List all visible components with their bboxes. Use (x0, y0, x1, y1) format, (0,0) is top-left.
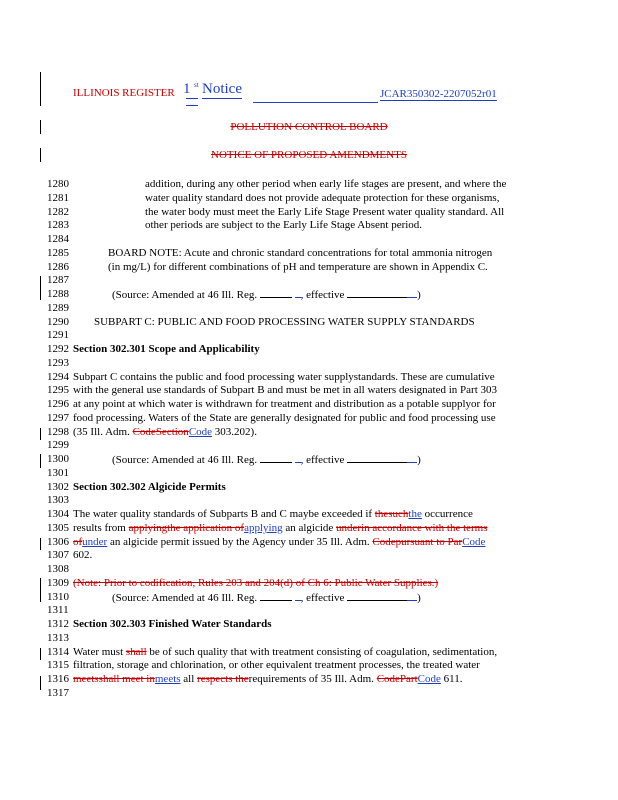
document-line (0, 686, 618, 700)
document-line (0, 342, 618, 356)
line-number: 1298 (47, 425, 69, 438)
document-line (0, 218, 618, 232)
inserted-text: applying (244, 521, 283, 534)
line-number: 1301 (47, 466, 69, 479)
line-text (112, 287, 421, 302)
document-line (0, 480, 618, 494)
line-text (73, 617, 272, 631)
line-text (145, 218, 422, 232)
text-run: requirements of 35 Ill. Adm. (248, 673, 377, 685)
document-line (0, 590, 618, 604)
text-run: be of such quality that with treatment consisting of coagulation, sedimentation, (146, 645, 498, 658)
document-line (0, 232, 618, 246)
inserted-blank (407, 590, 417, 601)
notice-label: Notice (202, 81, 242, 97)
document-line (0, 177, 618, 191)
deleted-text: applyingthe application of (128, 521, 245, 534)
line-text (145, 177, 506, 191)
deleted-text: of (73, 535, 83, 548)
section-heading: Section 302.302 Algicide Permits (73, 480, 226, 493)
line-number: 1312 (47, 618, 69, 630)
deleted-text: thesuch (374, 508, 409, 520)
deleted-text: CodeSection (132, 425, 189, 438)
document-line (0, 205, 618, 219)
text-run: Water must (73, 645, 126, 658)
text-run: with the general use standards of Subpart B and must be met in all waters designated in Part 303 (73, 384, 498, 397)
fill-in-blank (260, 287, 292, 298)
document-line (0, 191, 618, 205)
text-run: the water body must meet the Early Life Stage Present water quality standard. All (145, 205, 505, 218)
text-run: (Source: Amended at 46 Ill. Reg. (112, 289, 260, 301)
line-number: 1316 (47, 673, 69, 685)
number-underline (186, 98, 198, 106)
line-text (73, 383, 497, 397)
document-line (0, 645, 618, 659)
line-number: 1286 (47, 260, 69, 273)
fill-in-blank (347, 590, 407, 601)
line-number: 1314 (47, 645, 69, 658)
document-line (0, 438, 618, 452)
inserted-text: Code (462, 535, 486, 548)
line-text (112, 452, 421, 467)
deleted-text: shall (125, 645, 147, 658)
jcar-code: JCAR350302-2207052r01 (380, 88, 497, 100)
line-text (73, 548, 92, 562)
document-line (0, 452, 618, 466)
line-text (73, 397, 496, 411)
line-number: 1309 (47, 576, 69, 589)
text-run: (in mg/L) for different combinations of pH and temperature are shown in Appendix C. (108, 260, 488, 273)
line-text (73, 425, 257, 439)
line-text (73, 411, 496, 425)
document-line (0, 370, 618, 384)
text-run: food processing. Waters of the State are generally designated for public and food processing use (73, 411, 496, 424)
line-number: 1294 (47, 370, 69, 383)
fill-in-blank (260, 452, 292, 463)
deleted-text: meetsshall meet in (73, 673, 155, 685)
line-text (112, 590, 421, 605)
text-run: 611. (440, 673, 463, 685)
line-number: 1293 (47, 356, 69, 369)
document-line (0, 466, 618, 480)
text-run: at any point at which water is withdrawn for treatment and distribution as a potable supplyor for (73, 398, 496, 410)
document-line (0, 356, 618, 370)
change-bar-header (40, 72, 41, 106)
text-run: occurrence (421, 508, 473, 520)
line-text (73, 535, 485, 549)
text-run: (35 Ill. Adm. (73, 425, 133, 438)
line-number: 1285 (47, 246, 69, 259)
line-text (145, 205, 504, 219)
line-text (73, 658, 480, 672)
line-number: 1289 (47, 301, 69, 314)
document-line (0, 562, 618, 576)
line-text (145, 191, 499, 205)
document-line (0, 617, 618, 631)
line-text (108, 260, 488, 274)
notice-title (0, 149, 618, 161)
inserted-text: Code (188, 425, 213, 438)
deleted-text: Codepursuant to Par (372, 535, 463, 548)
document-line (0, 521, 618, 535)
line-number: 1290 (47, 315, 69, 328)
inserted-text: under (82, 535, 108, 548)
document-line (0, 576, 618, 590)
line-number: 1317 (47, 686, 69, 699)
document-line (0, 493, 618, 507)
text-run: 303.202). (212, 425, 257, 438)
text-run: Subpart C contains the public and food processing water supplystandards. These are cumulative (73, 370, 495, 383)
document-line (0, 260, 618, 274)
document-line (0, 287, 618, 301)
line-number: 1310 (47, 590, 69, 603)
document-line (0, 658, 618, 672)
header-rule (253, 102, 378, 103)
register-number: 1 (183, 81, 191, 97)
text-run: BOARD NOTE: Acute and chronic standard concentrations for total ammonia nitrogen (108, 246, 493, 259)
text-run: (Source: Amended at 46 Ill. Reg. (112, 591, 260, 604)
line-number: 1280 (47, 178, 69, 190)
text-run: , effective (300, 289, 348, 301)
document-line (0, 672, 618, 686)
document-line (0, 603, 618, 617)
line-number: 1308 (47, 563, 69, 575)
document-line (0, 273, 618, 287)
line-text (73, 645, 497, 659)
section-heading: Section 302.301 Scope and Applicability (73, 343, 260, 355)
line-number: 1305 (47, 521, 69, 534)
line-number: 1283 (47, 219, 69, 232)
fill-in-blank (347, 452, 407, 463)
inserted-text: the (408, 508, 422, 520)
register-label: ILLINOIS REGISTER (73, 87, 175, 99)
line-number: 1313 (47, 631, 69, 644)
line-number: 1287 (47, 274, 69, 287)
text-run: , effective (300, 454, 348, 466)
text-run: ) (417, 591, 421, 604)
line-number: 1297 (47, 411, 69, 424)
register-number-suffix: st (194, 81, 199, 89)
line-text (73, 342, 260, 356)
document-line (0, 328, 618, 342)
text-run: 602. (73, 549, 93, 562)
text-run: SUBPART C: PUBLIC AND FOOD PROCESSING WATER SUPPLY STANDARDS (94, 315, 475, 328)
line-number: 1302 (47, 480, 69, 493)
line-number: 1303 (47, 494, 69, 507)
document-line (0, 631, 618, 645)
line-number: 1300 (47, 453, 69, 465)
text-run: ) (417, 289, 421, 301)
text-run: results from (73, 521, 129, 534)
line-number: 1299 (47, 439, 69, 452)
document-line (0, 246, 618, 260)
board-title-text: POLLUTION CONTROL BOARD (230, 121, 388, 133)
fill-in-blank (260, 590, 292, 601)
deleted-text: underin accordance with the terms (336, 521, 488, 534)
text-run: filtration, storage and chlorination, or other equivalent treatment processes, the treated water (73, 659, 480, 672)
line-number: 1282 (47, 205, 69, 218)
line-number: 1311 (47, 604, 69, 617)
text-run: ) (417, 454, 421, 466)
fill-in-blank (347, 287, 407, 298)
line-number: 1292 (47, 343, 69, 355)
line-number: 1307 (47, 549, 69, 562)
line-text (73, 507, 473, 521)
line-number: 1304 (47, 508, 69, 520)
line-number: 1306 (47, 535, 69, 548)
line-number: 1295 (47, 384, 69, 397)
line-text (73, 576, 438, 590)
text-run: , effective (300, 591, 348, 604)
document-line (0, 315, 618, 329)
text-run: an algicide permit issued by the Agency under 35 Ill. Adm. (107, 535, 373, 548)
document-line (0, 507, 618, 521)
document-line (0, 383, 618, 397)
line-number: 1281 (47, 191, 69, 204)
line-number: 1291 (47, 329, 69, 342)
notice-title-text: NOTICE OF PROPOSED AMENDMENTS (211, 149, 407, 161)
document-line (0, 425, 618, 439)
text-run: other periods are subject to the Early Life Stage Absent period. (145, 219, 423, 232)
line-number: 1315 (47, 659, 69, 672)
register-header (73, 80, 563, 108)
inserted-text: meets (154, 673, 181, 685)
line-number: 1284 (47, 233, 69, 245)
text-run: The water quality standards of Subparts B and C maybe exceeded if (73, 508, 375, 520)
document-line (0, 548, 618, 562)
text-run: all (180, 673, 198, 685)
section-heading: Section 302.303 Finished Water Standards (73, 618, 272, 630)
text-run: (Source: Amended at 46 Ill. Reg. (112, 454, 260, 466)
inserted-text: Code (417, 673, 441, 685)
line-number: 1288 (47, 288, 69, 300)
document-line (0, 397, 618, 411)
document-line (0, 301, 618, 315)
text-run: an algicide (282, 521, 337, 534)
text-run: water quality standard does not provide adequate protection for these organisms, (145, 191, 500, 204)
line-text (73, 521, 488, 535)
line-text (108, 246, 492, 260)
document-line (0, 535, 618, 549)
document-line (0, 411, 618, 425)
board-title (0, 121, 618, 133)
line-number: 1296 (47, 398, 69, 410)
line-text (73, 370, 495, 384)
text-run: addition, during any other period when early life stages are present, and where the (145, 178, 507, 190)
line-text (94, 315, 475, 329)
deleted-text: (Note: Prior to codification, Rules 203 and 204(d) of Ch 6: Public Water Supplies.) (73, 576, 439, 589)
inserted-blank (407, 452, 417, 463)
inserted-blank (407, 287, 417, 298)
deleted-text: respects the (197, 673, 249, 685)
line-text (73, 672, 462, 686)
deleted-text: CodePart (376, 673, 418, 685)
line-text (73, 480, 226, 494)
